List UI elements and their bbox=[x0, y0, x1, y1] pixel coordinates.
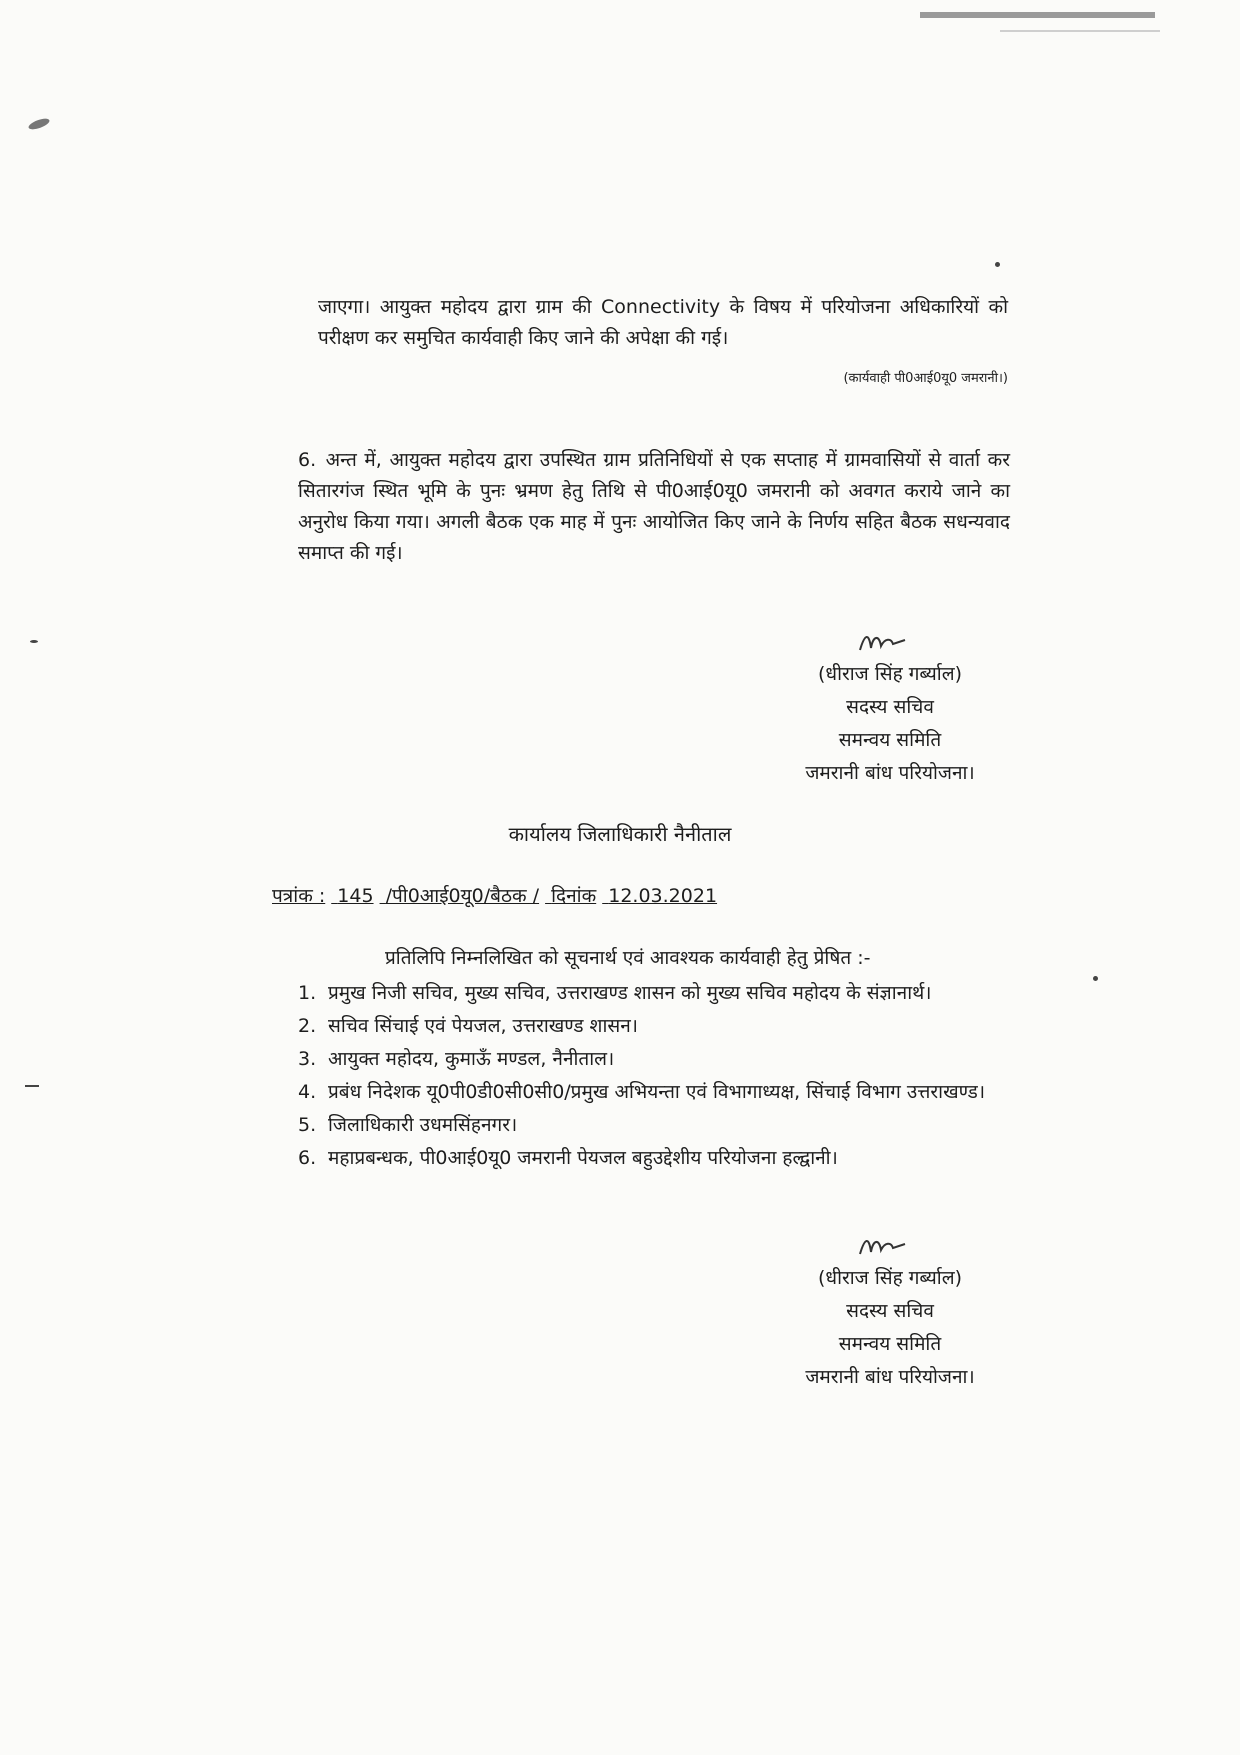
list-item-number: 5. bbox=[298, 1114, 317, 1136]
signatory-designation: सदस्य सचिव bbox=[846, 696, 934, 718]
list-item-text: सचिव सिंचाई एवं पेयजल, उत्तराखण्ड शासन। bbox=[328, 1015, 638, 1037]
scan-speck bbox=[30, 640, 38, 643]
action-note: (कार्यवाही पी0आई0यू0 जमरानी।) bbox=[843, 371, 1008, 386]
ref-date-label: दिनांक bbox=[551, 885, 597, 907]
list-item bbox=[298, 1011, 1018, 1042]
signatory-designation: सदस्य सचिव bbox=[846, 1300, 934, 1322]
point-6-number: 6. bbox=[298, 449, 317, 471]
handwritten-signature bbox=[760, 1232, 1020, 1262]
signatory-project: जमरानी बांध परियोजना। bbox=[805, 762, 975, 784]
handwritten-signature bbox=[760, 628, 1020, 658]
list-item-text: जिलाधिकारी उधमसिंहनगर। bbox=[328, 1114, 518, 1136]
list-item-number: 6. bbox=[298, 1147, 317, 1169]
list-item-number: 2. bbox=[298, 1015, 317, 1037]
signature-block-1 bbox=[760, 628, 1020, 790]
signatory-committee: समन्वय समिति bbox=[838, 729, 942, 751]
ref-prefix: पत्रांक : bbox=[272, 885, 326, 907]
signatory-committee: समन्वय समिति bbox=[838, 1333, 942, 1355]
scan-speck bbox=[27, 116, 50, 131]
signatory-name: (धीराज सिंह गर्ब्याल) bbox=[817, 1267, 963, 1289]
point-6-text: अन्त में, आयुक्त महोदय द्वारा उपस्थित ग्राम प्रतिनिधियों से एक सप्ताह में ग्रामवासियों से वार्ता कर सितारगंज स्थित भूमि के पुनः भ्रमण हेतु तिथि से पी0आई0यू0 जमरानी को अवगत कराये जाने का अनुरोध किया गया। अगली बैठक एक माह में पुनः आयोजित किए जाने के निर्णय सहित बैठक सधन्यवाद समाप्त की गई। bbox=[298, 449, 1011, 564]
scan-speck bbox=[25, 1085, 39, 1087]
ref-number: 145 bbox=[337, 885, 374, 907]
office-heading: कार्यालय जिलाधिकारी नैनीताल bbox=[508, 822, 732, 846]
list-item bbox=[298, 1044, 1018, 1075]
list-item-text: आयुक्त महोदय, कुमाऊँ मण्डल, नैनीताल। bbox=[328, 1048, 615, 1070]
list-item-number: 3. bbox=[298, 1048, 317, 1070]
scan-edge-mark-faint bbox=[1000, 30, 1160, 32]
list-item bbox=[298, 1110, 1018, 1141]
list-item-text: महाप्रबन्धक, पी0आई0यू0 जमरानी पेयजल बहुउद्देशीय परियोजना हल्द्वानी। bbox=[328, 1147, 838, 1169]
scan-edge-mark bbox=[920, 12, 1155, 18]
signatory-name: (धीराज सिंह गर्ब्याल) bbox=[817, 663, 963, 685]
list-item-number: 4. bbox=[298, 1081, 317, 1103]
copy-intro: प्रतिलिपि निम्नलिखित को सूचनार्थ एवं आवश्यक कार्यवाही हेतु प्रेषित :- bbox=[385, 947, 871, 969]
signature-block-2 bbox=[760, 1232, 1020, 1394]
continuation-paragraph: जाएगा। आयुक्त महोदय द्वारा ग्राम की Connectivity के विषय में परियोजना अधिकारियों को परीक्षण कर समुचित कार्यवाही किए जाने की अपेक्षा की गई। bbox=[318, 296, 1008, 349]
list-item-number: 1. bbox=[298, 982, 317, 1004]
signatory-project: जमरानी बांध परियोजना। bbox=[805, 1366, 975, 1388]
scan-speck bbox=[1093, 976, 1098, 981]
letter-reference bbox=[272, 882, 723, 908]
scan-speck bbox=[995, 262, 1000, 267]
point-6-paragraph bbox=[298, 445, 1010, 569]
list-item-text: प्रमुख निजी सचिव, मुख्य सचिव, उत्तराखण्ड शासन को मुख्य सचिव महोदय के संज्ञानार्थ। bbox=[328, 982, 932, 1004]
ref-date: 12.03.2021 bbox=[608, 885, 718, 907]
list-item bbox=[298, 1077, 1018, 1108]
list-item bbox=[298, 1143, 1018, 1174]
list-item-text: प्रबंध निदेशक यू0पी0डी0सी0सी0/प्रमुख अभियन्ता एवं विभागाध्यक्ष, सिंचाई विभाग उत्तराखण्ड। bbox=[328, 1081, 986, 1103]
list-item bbox=[298, 978, 1018, 1009]
copy-list bbox=[298, 978, 1018, 1176]
ref-code: /पी0आई0यू0/बैठक / bbox=[385, 885, 540, 907]
